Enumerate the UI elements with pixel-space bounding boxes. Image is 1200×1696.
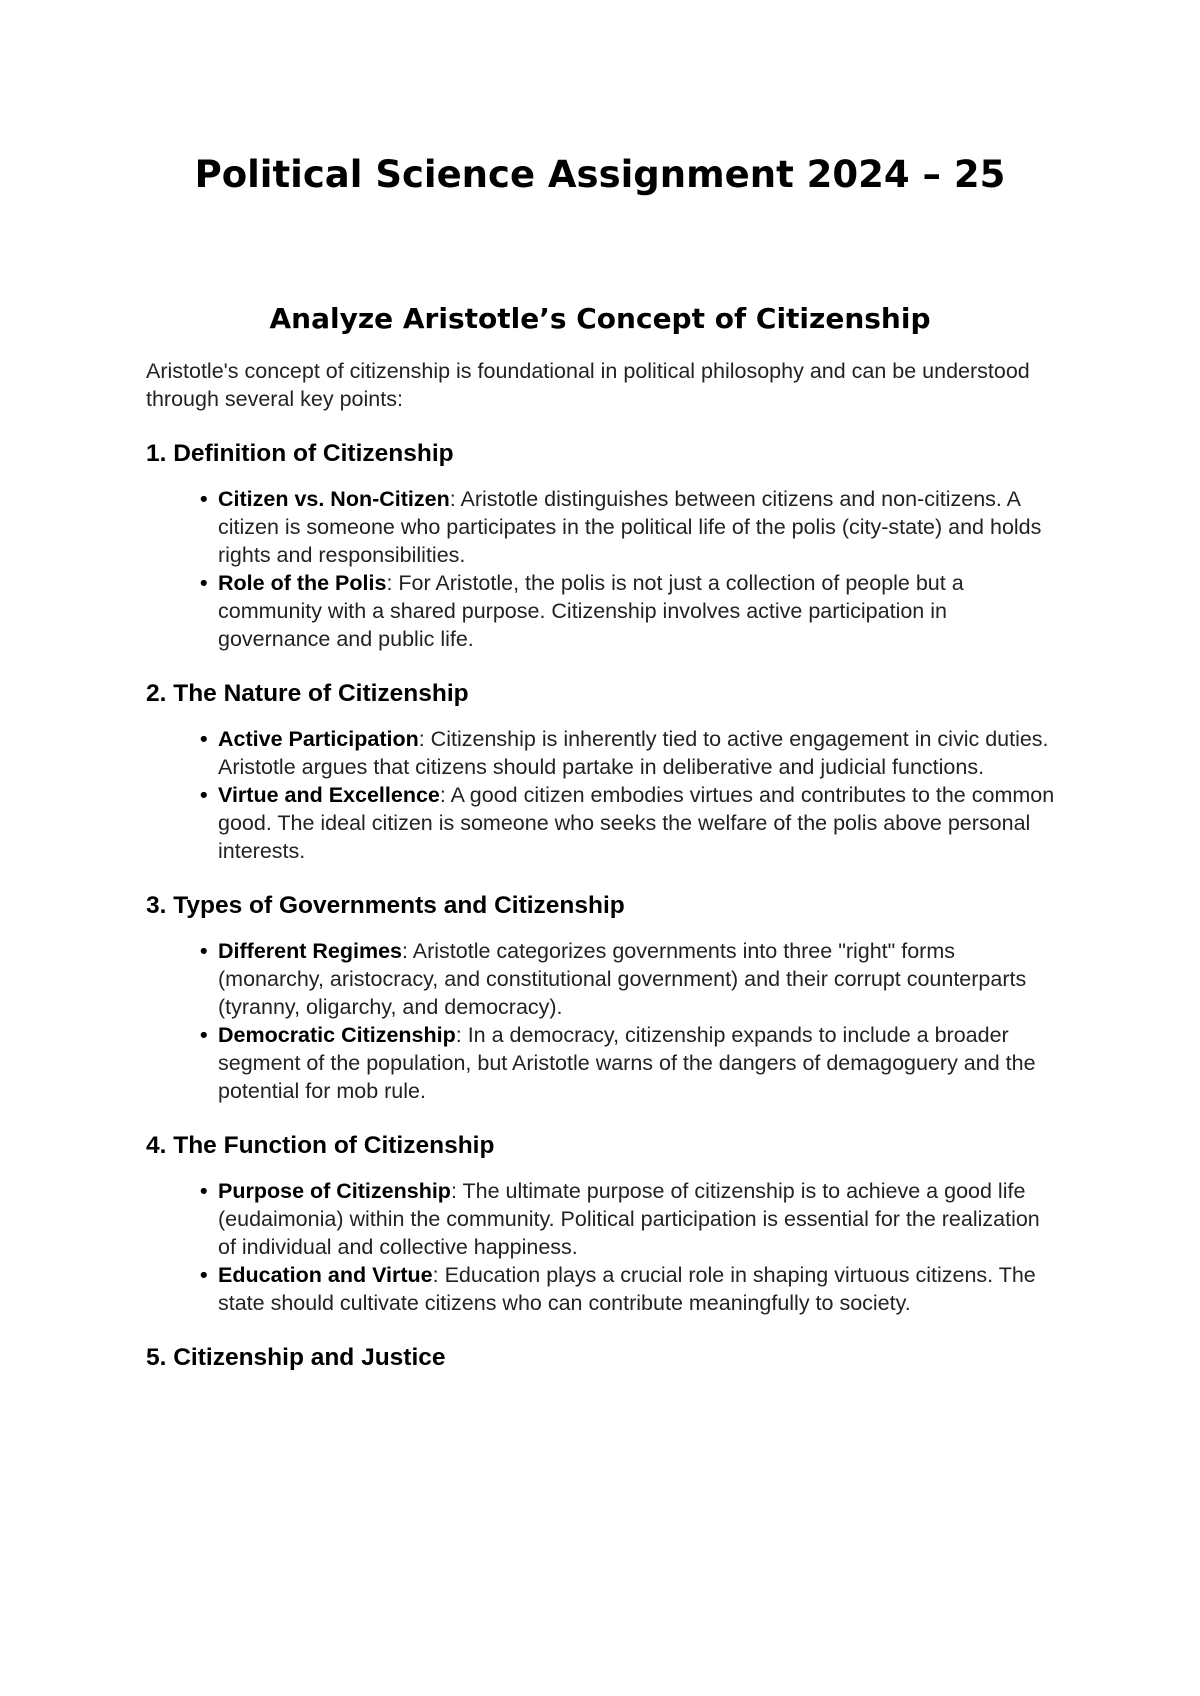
bullet-term: Active Participation — [218, 727, 419, 751]
bullet-list — [146, 937, 1054, 1105]
bullet-text: : The ultimate purpose of citizenship is to achieve a good life (eudaimonia) within the community. Political participation is essential for the realization of individual and collective happiness. — [218, 1179, 1040, 1259]
bullet-list — [146, 485, 1054, 653]
bullet-icon: • — [200, 1023, 208, 1047]
bullet-text: : Education plays a crucial role in shaping virtuous citizens. The state should cultivate citizens who can contribute meaningfully to society. — [218, 1263, 1036, 1315]
bullet-term: Democratic Citizenship — [218, 1023, 456, 1047]
heading-types-of-governments: 3. Types of Governments and Citizenship — [146, 892, 625, 919]
bullet-icon: • — [200, 571, 208, 595]
bullet-list — [146, 725, 1054, 865]
bullet-term: Purpose of Citizenship — [218, 1179, 451, 1203]
bullet-term: Education and Virtue — [218, 1263, 433, 1287]
bullet-term: Role of the Polis — [218, 571, 387, 595]
list-item — [146, 1177, 1058, 1261]
bullet-text: : Citizenship is inherently tied to active engagement in civic duties. Aristotle argues that citizens should partake in deliberative and judicial functions. — [218, 727, 1049, 779]
bullet-term: Different Regimes — [218, 939, 402, 963]
section-title: Analyze Aristotle’s Concept of Citizenship — [269, 302, 931, 335]
list-item — [146, 1261, 1058, 1317]
heading-nature-of-citizenship: 2. The Nature of Citizenship — [146, 680, 469, 707]
bullet-text: : A good citizen embodies virtues and contributes to the common good. The ideal citizen is someone who seeks the welfare of the polis above personal interests. — [218, 783, 1055, 863]
bullet-text: : In a democracy, citizenship expands to include a broader segment of the population, but Aristotle warns of the dangers of demagoguery and the potential for mob rule. — [218, 1023, 1036, 1103]
bullet-icon: • — [200, 727, 208, 751]
bullet-term: Citizen vs. Non-Citizen — [218, 487, 450, 511]
bullet-term: Virtue and Excellence — [218, 783, 440, 807]
bullet-text: : Aristotle distinguishes between citizens and non-citizens. A citizen is someone who participates in the political life of the polis (city-state) and holds rights and responsibilities. — [218, 487, 1042, 567]
bullet-icon: • — [200, 487, 208, 511]
bullet-text: : Aristotle categorizes governments into three "right" forms (monarchy, aristocracy, and constitutional government) and their corrupt counterparts (tyranny, oligarchy, and democracy). — [218, 939, 1027, 1019]
bullet-icon: • — [200, 783, 208, 807]
bullet-text: : For Aristotle, the polis is not just a collection of people but a community with a shared purpose. Citizenship involves active participation in governance and public life. — [218, 571, 964, 651]
bullet-icon: • — [200, 1263, 208, 1287]
heading-citizenship-and-justice: 5. Citizenship and Justice — [146, 1344, 446, 1371]
list-item — [146, 1021, 1058, 1105]
bullet-list — [146, 1177, 1054, 1317]
intro-paragraph: Aristotle's concept of citizenship is foundational in political philosophy and can be understood through several key points: — [146, 359, 1030, 411]
list-item — [146, 569, 1058, 653]
list-item — [146, 937, 1058, 1021]
heading-function-of-citizenship: 4. The Function of Citizenship — [146, 1132, 495, 1159]
list-item — [146, 781, 1058, 865]
bullet-icon: • — [200, 1179, 208, 1203]
list-item — [146, 725, 1058, 781]
heading-definition-of-citizenship: 1. Definition of Citizenship — [146, 440, 454, 467]
document-title: Political Science Assignment 2024 – 25 — [194, 153, 1006, 196]
list-item — [146, 485, 1058, 569]
bullet-icon: • — [200, 939, 208, 963]
